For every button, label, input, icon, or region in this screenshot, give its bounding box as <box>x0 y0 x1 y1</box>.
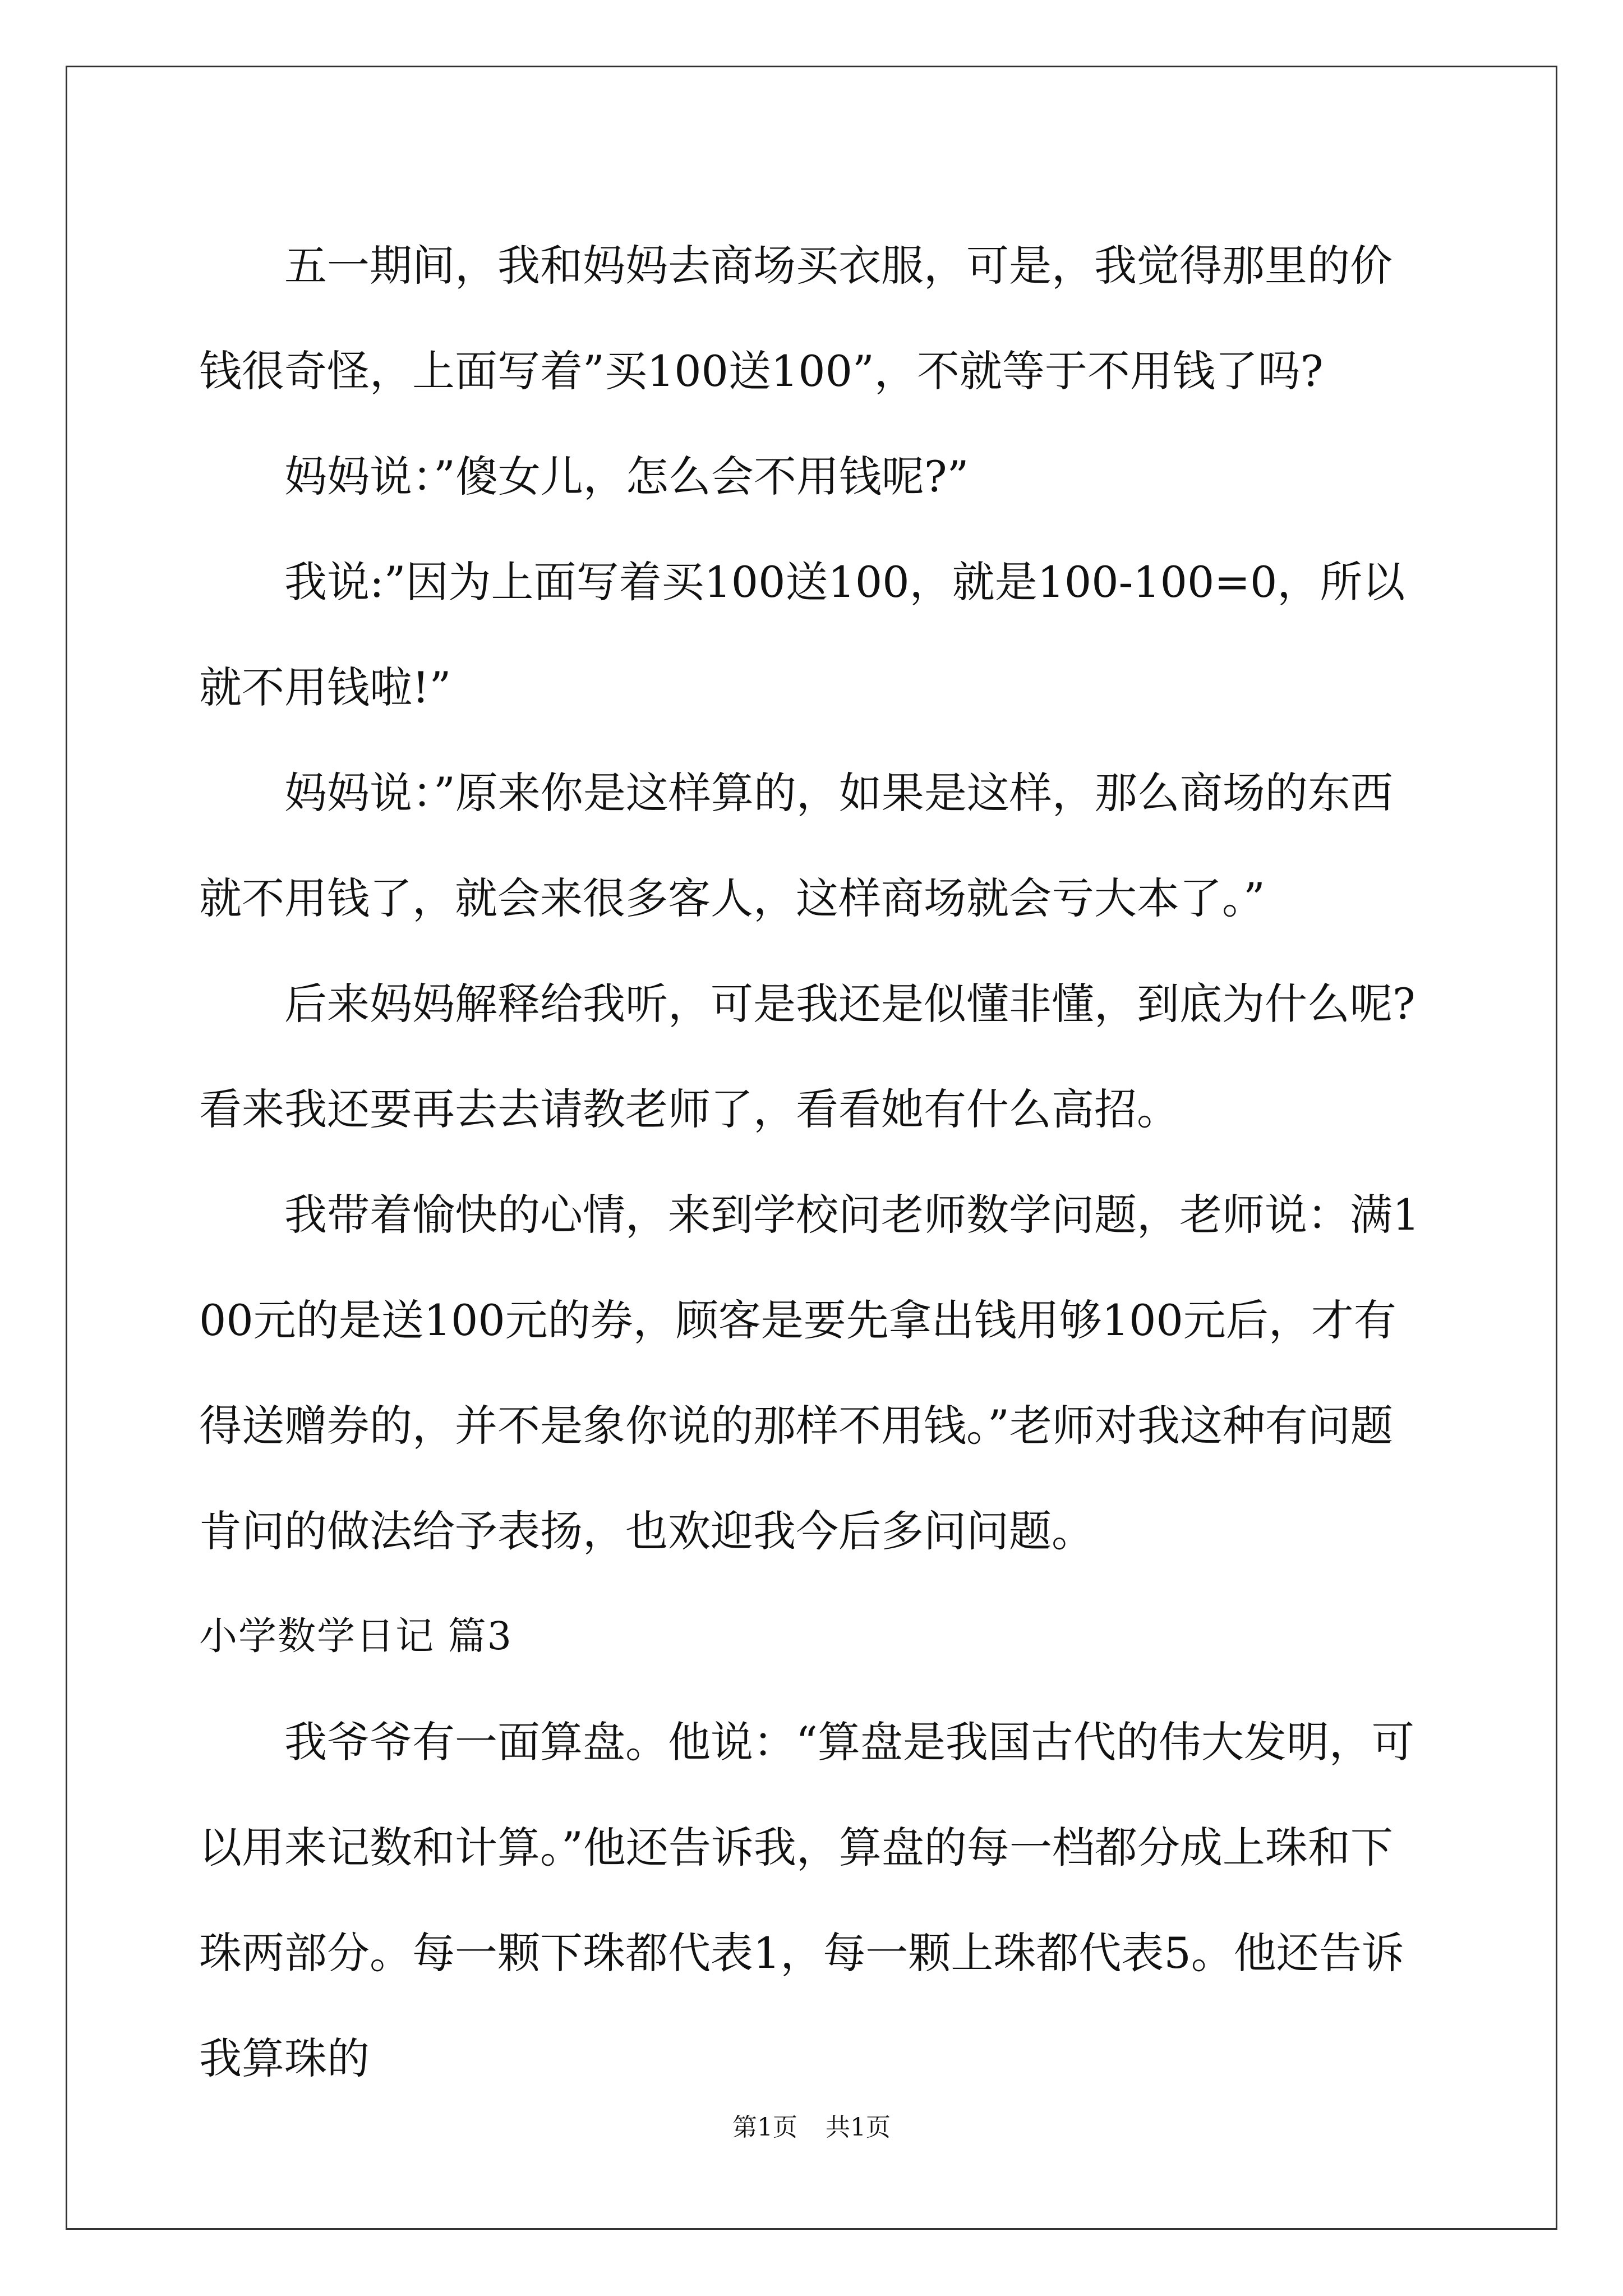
paragraph: 妈妈说：”傻女儿，怎么会不用钱呢?” <box>284 452 969 501</box>
page-number: 第1页 <box>732 2113 797 2142</box>
paragraph: 我爷爷有一面算盘。他说：“算盘是我国古代的伟大发明，可以用来记数和计算。”他还告诉我，算盘的每一档都分成上珠和下珠两部分。每一颗下珠都代表1，每一颗上珠都代表5。他还告诉我算珠的 <box>199 1717 1414 2083</box>
paragraph: 后来妈妈解释给我听，可是我还是似懂非懂，到底为什么呢?看来我还要再去去请教老师了，看看她有什么高招。 <box>199 979 1415 1134</box>
section-heading: 小学数学日记 篇3 <box>199 1614 513 1659</box>
paragraph: 五一期间，我和妈妈去商场买衣服，可是，我觉得那里的价钱很奇怪，上面写着”买100送100”，不就等于不用钱了吗? <box>199 241 1393 396</box>
paragraph: 妈妈说：”原来你是这样算的，如果是这样，那么商场的东西就不用钱了，就会来很多客人，这样商场就会亏大本了。” <box>199 768 1393 923</box>
document-body <box>199 213 1427 2111</box>
paragraph: 我说:”因为上面写着买100送100，就是100-100=0，所以就不用钱啦!” <box>199 557 1405 712</box>
page-total: 共1页 <box>826 2113 891 2142</box>
page-footer <box>0 2111 1623 2145</box>
paragraph: 我带着愉快的心情，来到学校问老师数学问题，老师说：满100元的是送100元的券，顾客是要先拿出钱用够100元后，才有得送赠券的，并不是象你说的那样不用钱。”老师对我这种有问题肯问的做法给予表扬，也欢迎我今后多问问题。 <box>199 1190 1420 1556</box>
